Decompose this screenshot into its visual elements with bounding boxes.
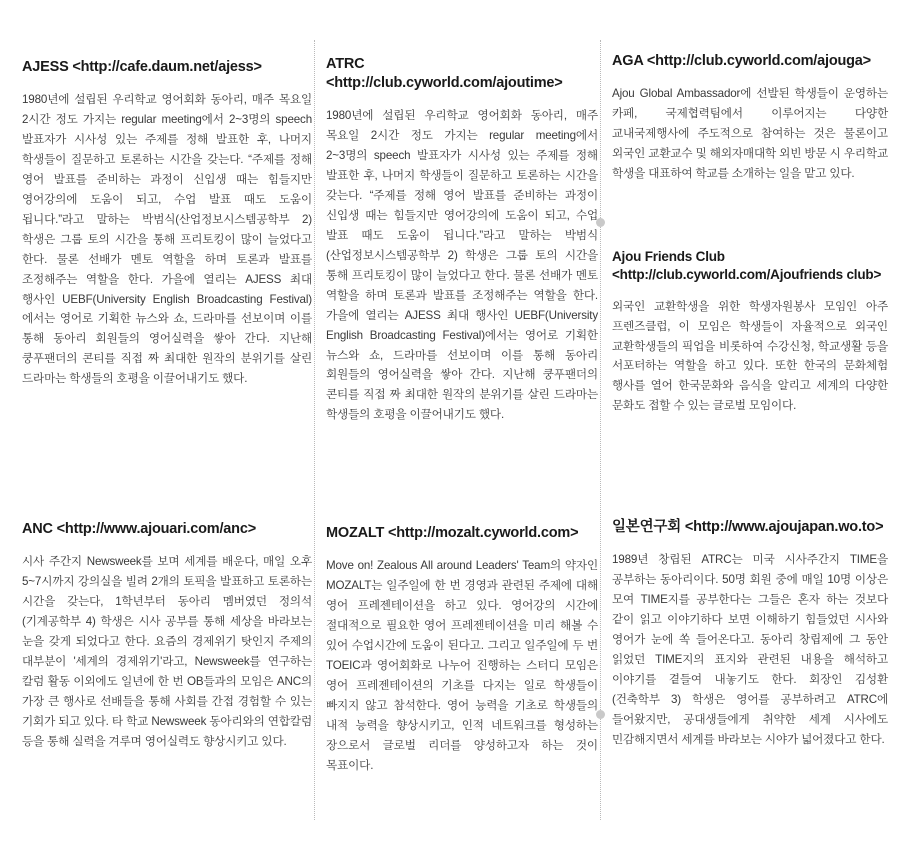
column-divider-right (600, 40, 602, 820)
article-body-japan-study: 1989년 창립된 ATRC는 미국 시사주간지 TIME을 공부하는 동아리이다. 50명 회원 중에 매일 10명 이상은 모여 TIME지를 공부한다는 그들은 혼자 하는 것보다 같이 읽고 이야기하다 보면 이해하기 힘들었던 시사와 영어가 눈에 쏙 들어온다고. 동아리 창립제에 그 동안 읽었던 TIME지의 표지와 관련된 내용을 해석하고 이야기를 곁들여 내놓기도 한다. 회장인 김성환(건축학부 3) 학생은 영어를 공부하려고 ATRC에 들어왔지만, 공대생들에게 취약한 세계 시사에도 민감해지면서 세계를 바라보는 시야가 넓어졌다고 한다. (612, 553, 888, 746)
column-left (22, 0, 312, 846)
article-body-ajou-friends-club: 외국인 교환학생을 위한 학생자원봉사 모임인 아주 프렌즈클럽, 이 모임은 학생들이 자율적으로 외국인 교환학생들의 픽업을 비롯하여 수강신청, 학교생활 등을 서포터하는 역할을 하고 있다. 또한 한국의 문화체험 행사를 열어 한국문화와 음식을 알리고 세계의 다양한 문화도 접할 수 있는 글로벌 모임이다. (612, 299, 888, 413)
article-body-mozalt: Move on! Zealous All around Leaders' Team의 약자인 MOZALT는 일주일에 한 번 경영과 관련된 주제에 대해 영어 프레젠테이션을 하고 있다. 영어강의 시간에 절대적으로 필요한 영어 프레젠테이션을 미리 해볼 수 있어 수업시간에 도움이 된다고. 그리고 일주일에 두 번 TOEIC과 영어회화로 나누어 진행하는 스터디 모임은 영어 프레젠테이션의 기초를 다지는 일로 학생들이 빠지지 않고 참석한다. 영어 능력을 기초로 학생들의 내적 능력을 향상시키고, 인적 네트워크를 형성하는 장으로서 글로벌 리더를 양성하고자 하는 것이 목표이다. (326, 559, 598, 772)
article-body-aga: Ajou Global Ambassador에 선발된 학생들이 운영하는 카페, 국제협력팀에서 이루어지는 다양한 교내국제행사에 주도적으로 참여하는 것은 물론이고 외국인 교환교수 및 해외자매대학 외빈 방문 시 우리학교 학생을 대표하여 학교를 소개하는 일을 맡고 있다. (612, 87, 888, 180)
article-title-atrc: ATRC <http://club.cyworld.com/ajoutime> (326, 56, 563, 92)
article-ajess (22, 58, 312, 389)
article-japan-study (612, 518, 888, 750)
article-title-mozalt: MOZALT <http://mozalt.cyworld.com> (326, 525, 579, 541)
column-center (326, 0, 598, 846)
article-title-aga: AGA <http://club.cyworld.com/ajouga> (612, 53, 871, 69)
article-aga (612, 52, 888, 184)
article-title-japan-study: 일본연구회 <http://www.ajoujapan.wo.to> (612, 519, 884, 535)
article-title-ajou-friends-club: Ajou Friends Club <http://club.cyworld.com/Ajoufriends club> (612, 249, 882, 282)
column-divider-left (314, 40, 316, 820)
article-atrc (326, 55, 598, 425)
article-anc (22, 520, 312, 752)
article-ajou-friends-club (612, 248, 888, 416)
article-mozalt (326, 524, 598, 775)
article-title-anc: ANC <http://www.ajouari.com/anc> (22, 521, 256, 537)
article-body-atrc: 1980년에 설립된 우리학교 영어회화 동아리, 매주 목요일 2시간 정도 가지는 regular meeting에서 2~3명의 speech 발표자가 시사성 있는 주제를 정해 발표한 후, 나머지 학생들이 질문하고 토론하는 시간을 갖는다. “주제를 정해 영어 발표를 준비하는 과정이 신입생 때는 힘들지만 영어강의에 도움이 되고, 수업 발표 때도 도움이 됩니다.”라고 말하는 박범식(산업정보시스템공학부 2) 학생은 그룹 토의 시간을 통해 프리토킹이 많이 늘었다고 한다. 물론 선배가 멘토 역할을 하며 토론과 발표를 조정해주는 역할을 한다. 가을에 열리는 AJESS 최대 행사인 UEBF(University English Broadcasting Festival)에서는 영어로 기획한 뉴스와 쇼, 드라마를 선보이며 이를 통해 동아리 회원들의 영어실력을 쌓아 간다. 지난해 쿵푸팬더의 콘티를 직접 짜 최대한 원작의 분위기를 살린 드라마는 학생들의 호평을 이끌어내기도 했다. (326, 109, 598, 422)
column-right (612, 0, 888, 846)
article-body-ajess: 1980년에 설립된 우리학교 영어회화 동아리, 매주 목요일 2시간 정도 가지는 regular meeting에서 2~3명의 speech 발표자가 시사성 있는 주제를 정해 발표한 후, 나머지 학생들이 질문하고 토론하는 시간을 갖는다. “주제를 정해 영어 발표를 준비하는 과정이 신입생 때는 힘들지만 영어강의에 도움이 되고, 수업 발표 때도 도움이 됩니다.”라고 말하는 박범식(산업정보시스템공학부 2) 학생은 그룹 토의 시간을 통해 프리토킹이 많이 늘었다고 한다. 물론 선배가 멘토 역할을 하며 토론과 발표를 조정해주는 역할을 한다. 가을에 열리는 AJESS 최대 행사인 UEBF(University English Broadcasting Festival)에서는 영어로 기획한 뉴스와 쇼, 드라마를 선보이며 이를 통해 동아리 회원들의 영어실력을 쌓아 간다. 지난해 쿵푸팬더의 콘티를 직접 짜 최대한 원작의 분위기를 살린 드라마는 학생들의 호평을 이끌어내기도 했다. (22, 93, 312, 386)
article-title-ajess: AJESS <http://cafe.daum.net/ajess> (22, 59, 262, 75)
article-body-anc: 시사 주간지 Newsweek를 보며 세계를 배운다, 매일 오후 5~7시까지 강의실을 빌려 2개의 토픽을 발표하고 토론하는 시간을 갖는다, 1학년부터 동아리 멤버였던 정의석(기계공학부 4) 학생은 시사 공부를 통해 세상을 바라보는 눈을 갖게 되었다고 한다. 요즘의 경제위기 탓인지 주제의 대부분이 '세계의 경제위기'라고, Newsweek를 연구하는 칼럼 활동 이외에도 일년에 한 번 OB들과의 모임은 ANC의 가장 큰 행사로 선배들을 통해 사회를 간접 경험할 수 있는 기회가 되고 있다. 타 학교 Newsweek 동아리와의 연합칼럼 등을 통해 실력을 겨루며 영어실력도 향상시키고 있다. (22, 555, 312, 748)
